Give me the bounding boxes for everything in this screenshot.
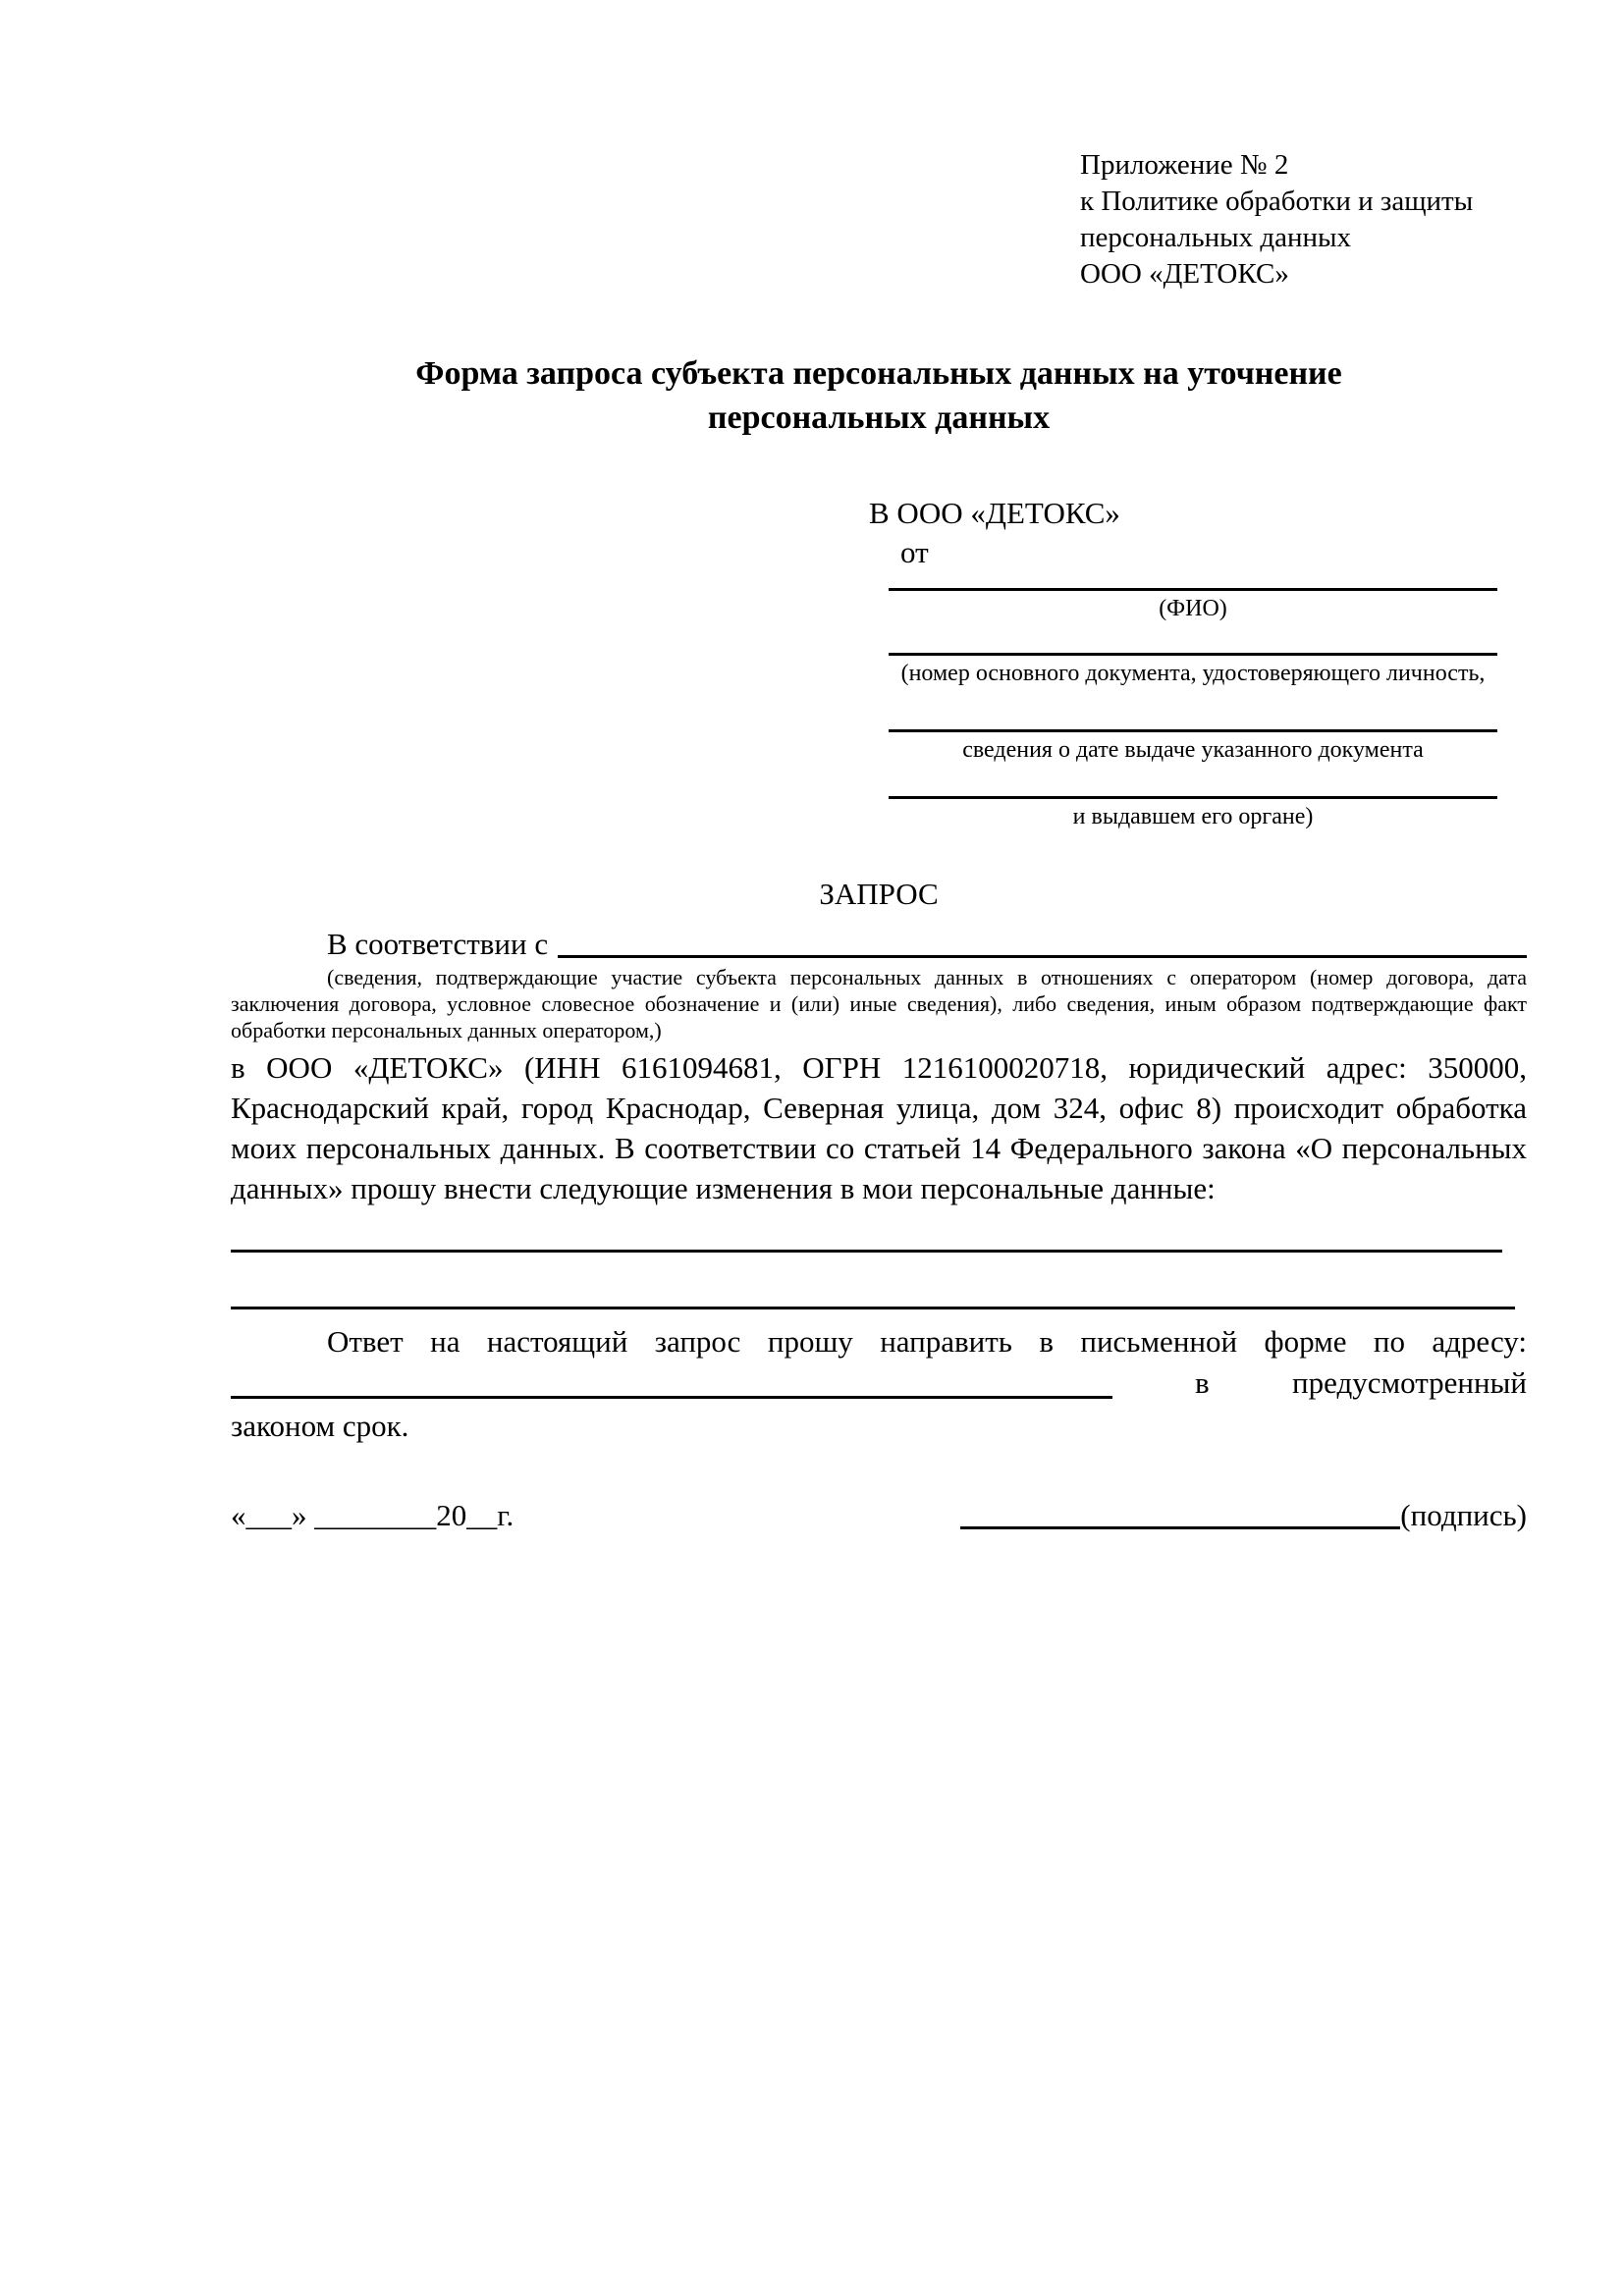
document-number-caption: (номер основного документа, удостоверяющего личность, (900, 661, 1486, 686)
document-number-blank-line (889, 653, 1497, 656)
basis-fine-print: (сведения, подтверждающие участие субъекта персональных данных в отношениях с оператором (номер договора, дата заключения договора, условное словесное обозначение и (или) иные сведения), либо сведения, иным образом подтверждающие факт обработки персональных данных оператором,) (231, 965, 1527, 1042)
footer-row (231, 1495, 1527, 1535)
document-title-line: персональных данных (707, 400, 1051, 436)
signature-caption: (подпись) (1400, 1498, 1527, 1532)
annex-note-line: Приложение № 2 (1080, 149, 1289, 181)
field-fio (889, 588, 1497, 623)
addressee-block (869, 494, 1527, 831)
fio-blank-line (889, 588, 1497, 591)
document-title (231, 351, 1527, 440)
issuing-authority-blank-line (889, 796, 1497, 799)
changes-blank-line-1 (231, 1250, 1502, 1253)
reply-intro-line: Ответ на настоящий запрос прошу направить в письменной форме по адресу: (327, 1324, 1527, 1359)
reply-address-line (231, 1362, 1527, 1405)
issue-date-blank-line (889, 729, 1497, 732)
request-heading: ЗАПРОС (819, 877, 939, 911)
field-issuing-authority (889, 796, 1497, 831)
signature-blank-line (960, 1526, 1400, 1529)
basis-blank-line (558, 955, 1527, 958)
annex-note-line: персональных данных (1080, 222, 1352, 253)
date-line: «___» ________20__г. (231, 1498, 514, 1532)
basis-prefix: В соответствии с (327, 927, 549, 961)
signature-group (960, 1495, 1527, 1535)
basis-line (231, 924, 1527, 964)
field-document-number (889, 653, 1497, 688)
document-title-line: Форма запроса субъекта персональных данных на уточнение (415, 355, 1342, 392)
annex-note-line: ООО «ДЕТОКС» (1080, 258, 1289, 290)
fio-caption: (ФИО) (1159, 596, 1227, 621)
addressee-from-label: от (900, 535, 929, 569)
reply-last-line: законом срок. (231, 1409, 409, 1443)
annex-note (1080, 147, 1527, 293)
annex-note-line: к Политике обработки и защиты (1080, 186, 1474, 217)
changes-blank-line-2 (231, 1307, 1515, 1309)
field-issue-date (889, 729, 1497, 765)
addressee-to: В ООО «ДЕТОКС» (869, 496, 1120, 530)
request-body-paragraph: в ООО «ДЕТОКС» (ИНН 6161094681, ОГРН 1216100020718, юридический адрес: 350000, Краснодарский край, город Краснодар, Северная улица, дом 324, офис 8) происходит обработка моих персональных данных. В соответствии со статьей 14 Федерального закона «О персональных данных» прошу внести следующие изменения в мои персональные данные: (231, 1050, 1527, 1205)
reply-address-blank-line (231, 1396, 1112, 1399)
issuing-authority-caption: и выдавшем его органе) (1072, 804, 1314, 829)
reply-word-in: в (1194, 1365, 1210, 1400)
reply-word-provided: предусмотренный (1292, 1365, 1527, 1400)
issue-date-caption: сведения о дате выдаче указанного документа (962, 737, 1424, 763)
